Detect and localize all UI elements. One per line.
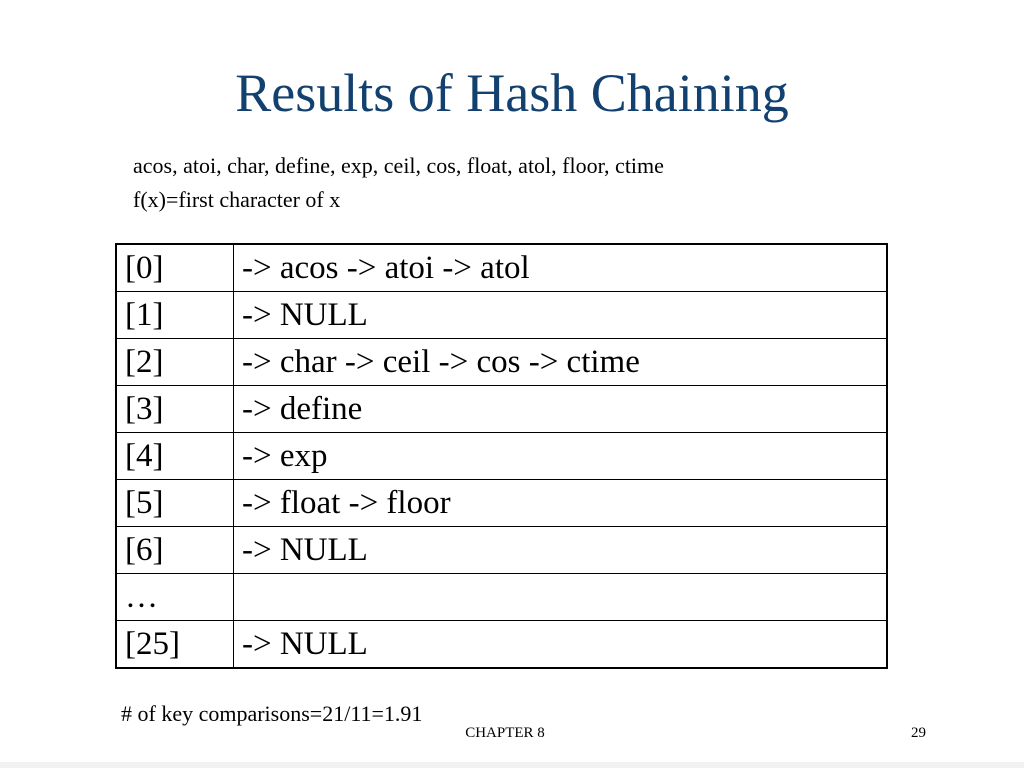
key-comparisons-note: # of key comparisons=21/11=1.91 [121,701,423,726]
hash-chain-table [115,243,888,669]
table-row [116,480,887,527]
bucket-index: [3] [116,386,234,433]
bucket-chain: -> char -> ceil -> cos -> ctime [234,339,888,386]
bucket-index: [5] [116,480,234,527]
bucket-chain: -> float -> floor [234,480,888,527]
hash-function-line: f(x)=first character of x [133,187,341,212]
bucket-chain: -> NULL [234,527,888,574]
table-row [116,244,887,292]
table-row [116,433,887,480]
bucket-chain: -> acos -> atoi -> atol [234,244,888,292]
key-list-line: acos, atoi, char, define, exp, ceil, cos, float, atol, floor, ctime [133,153,664,178]
table-row [116,339,887,386]
slide-title: Results of Hash Chaining [235,63,789,123]
bucket-index: [25] [116,621,234,669]
bucket-chain [234,574,888,621]
bucket-chain: -> NULL [234,292,888,339]
bucket-index: [6] [116,527,234,574]
table-row [116,386,887,433]
table-row [116,621,887,669]
bottom-divider [0,762,1024,768]
intro-text [133,149,664,217]
page-number: 29 [911,725,926,741]
bucket-index: [0] [116,244,234,292]
bucket-index: … [116,574,234,621]
bucket-chain: -> define [234,386,888,433]
table-row [116,527,887,574]
bucket-index: [2] [116,339,234,386]
bucket-index: [4] [116,433,234,480]
table-row [116,574,887,621]
footer-chapter: CHAPTER 8 [465,725,545,741]
bucket-index: [1] [116,292,234,339]
table-row [116,292,887,339]
bucket-chain: -> NULL [234,621,888,669]
bucket-chain: -> exp [234,433,888,480]
